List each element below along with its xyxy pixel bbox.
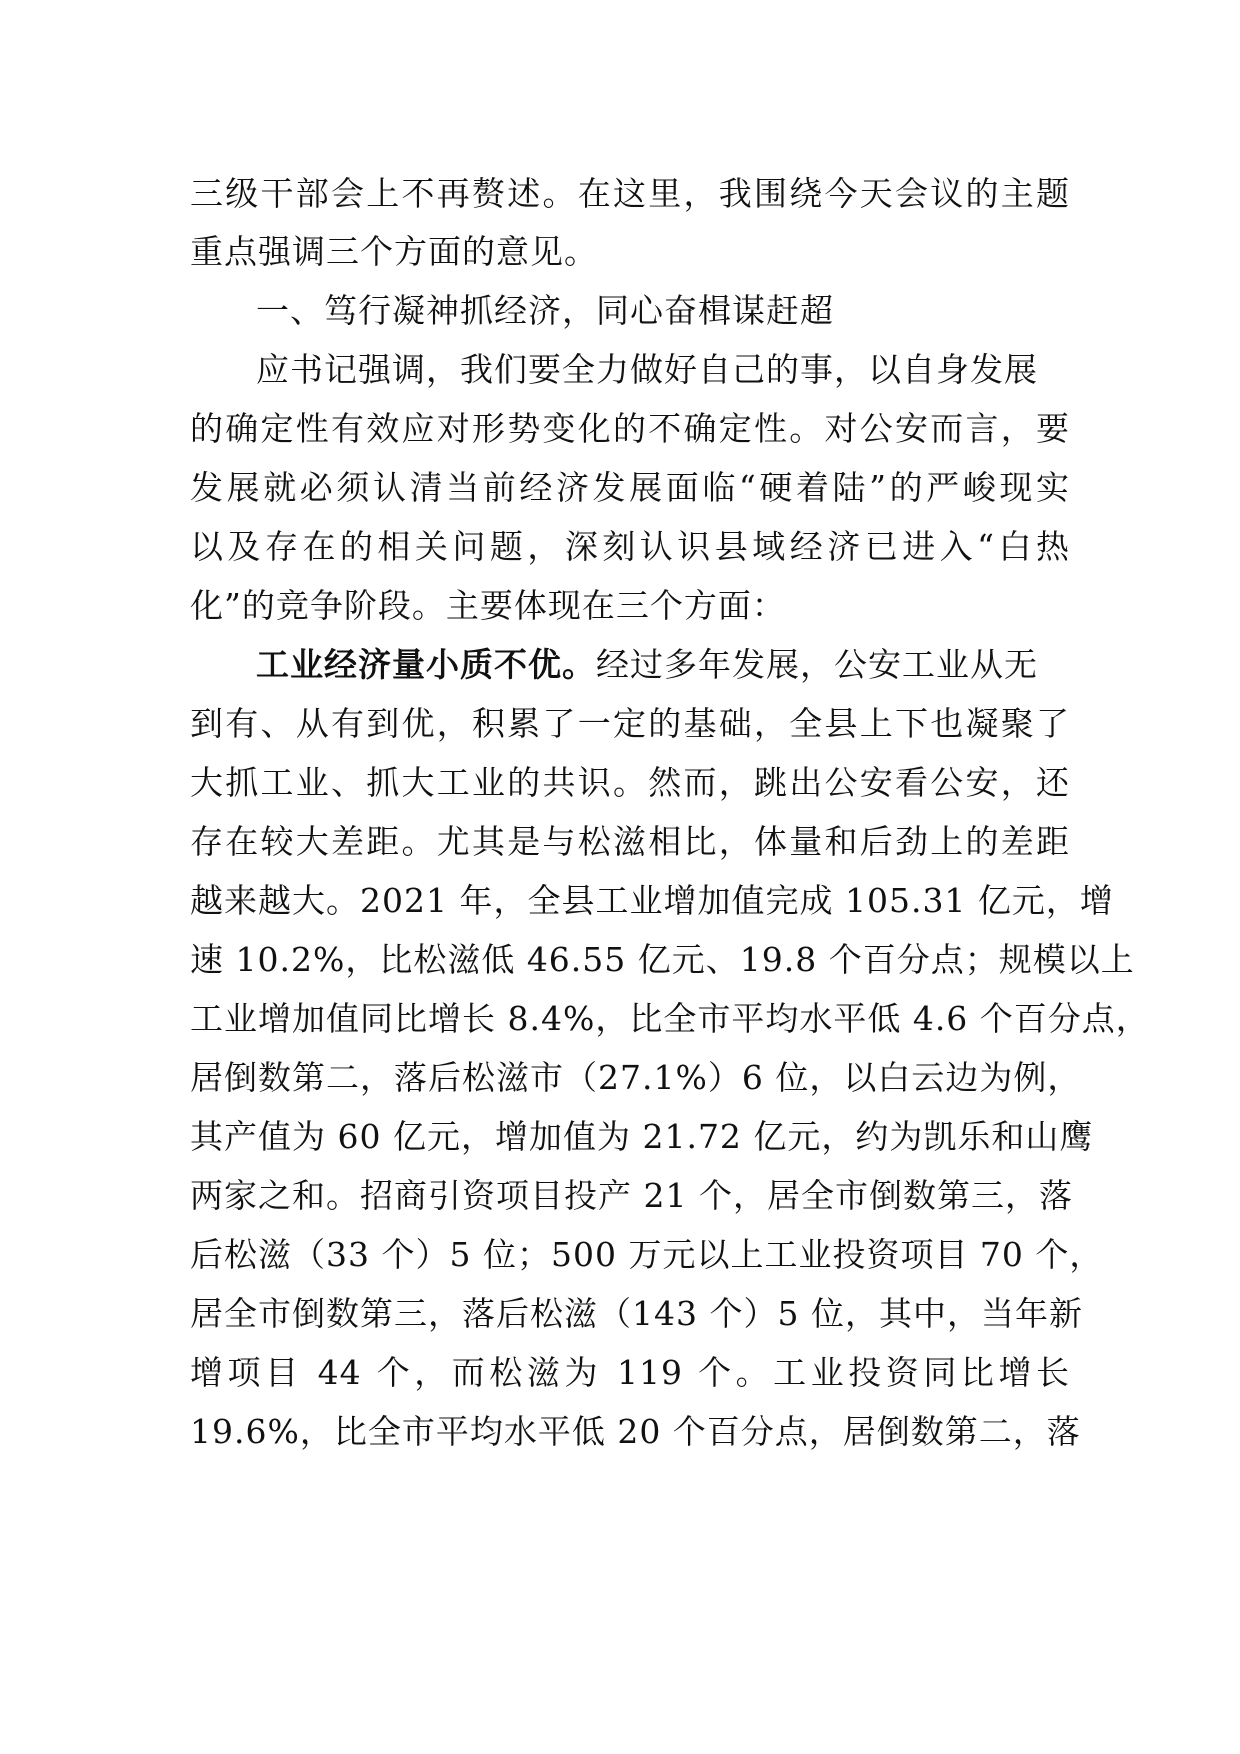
body-line: 重点强调三个方面的意见。 [190,232,598,271]
body-line: 存在较大差距。尤其是与松滋相比，体量和后劲上的差距 [190,822,1070,861]
body-line: 三级干部会上不再赘述。在这里，我围绕今天会议的主题 [190,174,1070,213]
body-line: 两家之和。招商引资项目投产 21 个，居全市倒数第三，落 [190,1176,1073,1215]
body-line: 以及存在的相关问题，深刻认识县域经济已进入“白热 [190,527,1070,566]
body-line: 居倒数第二，落后松滋市（27.1%）6 位，以白云边为例， [190,1058,1082,1097]
body-line: 速 10.2%，比松滋低 46.55 亿元、19.8 个百分点；规模以上 [190,940,1135,979]
body-line: 居全市倒数第三，落后松滋（143 个）5 位，其中，当年新 [190,1294,1083,1333]
body-line: 发展就必须认清当前经济发展面临“硬着陆”的严峻现实 [190,468,1070,507]
body-line: 到有、从有到优，积累了一定的基础，全县上下也凝聚了 [190,704,1070,743]
body-line: 其产值为 60 亿元，增加值为 21.72 亿元，约为凯乐和山鹰 [190,1117,1094,1156]
body-line: 工业增加值同比增长 8.4%，比全市平均水平低 4.6 个百分点， [190,999,1150,1038]
body-line: 19.6%，比全市平均水平低 20 个百分点，居倒数第二，落 [190,1412,1081,1451]
body-line: 化”的竞争阶段。主要体现在三个方面： [190,586,786,625]
bold-lead-text: 工业经济量小质不优。 [256,645,596,684]
body-line: 的确定性有效应对形势变化的不确定性。对公安而言，要 [190,409,1070,448]
body-text: 经过多年发展，公安工业从无 [596,645,1038,684]
section-heading: 一、笃行凝神抓经济，同心奋楫谋赶超 [256,291,834,330]
body-line: 应书记强调，我们要全力做好自己的事，以自身发展 [256,350,1038,389]
body-line: 后松滋（33 个）5 位；500 万元以上工业投资项目 70 个， [190,1235,1104,1274]
body-line: 大抓工业、抓大工业的共识。然而，跳出公安看公安，还 [190,763,1070,802]
paragraph-first-line [256,639,1070,691]
body-line: 越来越大。2021 年，全县工业增加值完成 105.31 亿元，增 [190,881,1114,920]
body-line: 增项目 44 个，而松滋为 119 个。工业投资同比增长 [190,1353,1070,1392]
